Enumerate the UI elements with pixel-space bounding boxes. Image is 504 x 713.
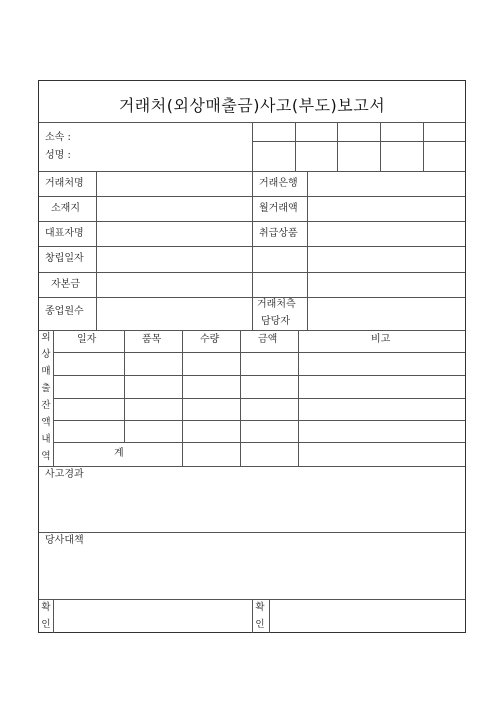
capital-label: 자본금 [51,279,80,290]
countermeasure-label: 당사대책 [45,535,84,546]
client-contact-label-1: 거래처측 [257,299,296,310]
divider [39,466,465,467]
employees-label: 종업원수 [45,306,84,317]
divider [298,330,299,466]
divider [53,599,54,633]
total-label: 계 [114,448,124,459]
monthly-volume-label: 월거래액 [259,203,298,214]
divider [295,122,296,171]
client-name-label: 거래처명 [45,178,84,189]
divider [96,171,97,330]
confirm-left-label: 확 인 [41,602,51,630]
divider [337,122,338,171]
divider [124,330,125,442]
name-label: 성명 : [45,150,71,161]
divider [53,398,465,399]
confirm-right-label: 확 인 [255,602,265,630]
col-date-header: 일자 [77,334,97,345]
founded-label: 창립일자 [45,253,84,264]
divider [182,330,183,466]
divider [380,122,381,171]
divider [423,122,424,171]
ceo-label: 대표자명 [45,228,84,239]
divider [269,599,270,633]
col-remarks-header: 비고 [371,334,391,345]
affiliation-label: 소속 : [45,132,71,143]
report-form [38,80,466,633]
divider [53,442,465,443]
receivables-side-label: 외 상 매 출 잔 액 내 역 [41,332,51,462]
divider [53,352,465,353]
col-amount-header: 금액 [258,334,278,345]
divider [252,171,253,330]
divider [252,141,465,142]
divider [53,330,54,466]
col-qty-header: 수량 [200,334,220,345]
divider [53,420,465,421]
accident-progress-label: 사고경과 [45,469,84,480]
address-label: 소재지 [51,203,80,214]
client-contact-label-2: 담당자 [261,316,290,327]
form-title: 거래처(외상매출금)사고(부도)보고서 [118,96,386,115]
col-item-header: 품목 [142,334,162,345]
products-label: 취급상품 [259,228,298,239]
divider [39,330,465,331]
divider [307,171,308,330]
divider [39,532,465,533]
divider [53,375,465,376]
divider [252,122,253,171]
bank-label: 거래은행 [259,178,298,189]
divider [240,330,241,466]
